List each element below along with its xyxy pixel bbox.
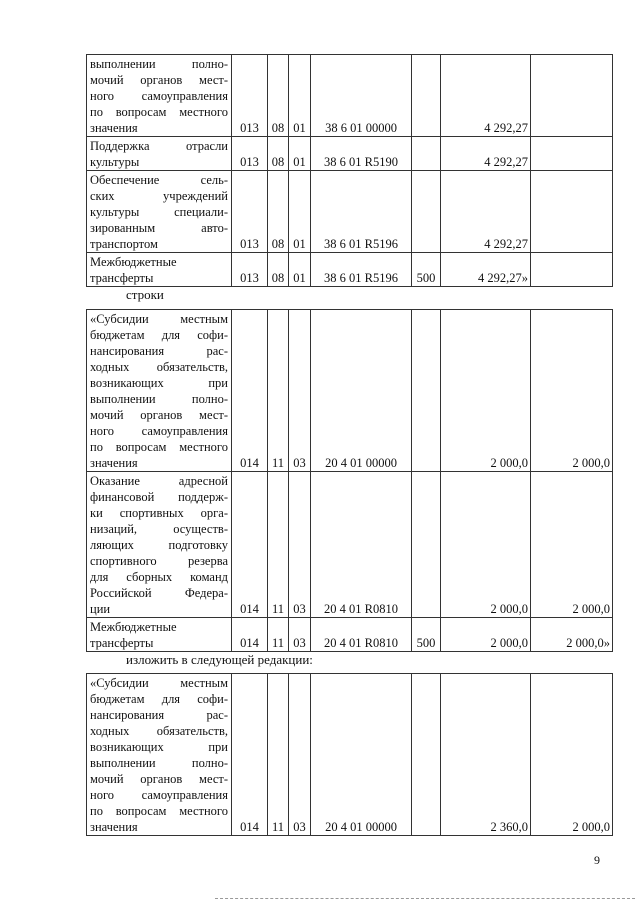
cell-ved: 014 [232, 310, 268, 472]
cell-rz: 08 [268, 55, 289, 137]
row-name-line: ских учреждений [90, 189, 228, 203]
row-name-line: ляющих подготовку [90, 538, 228, 552]
row-name-line: значения [90, 456, 138, 470]
row-name-cell [87, 618, 232, 652]
cell-ved: 014 [232, 472, 268, 618]
cell-vr [412, 171, 441, 253]
row-name-line: культуры [90, 155, 140, 169]
row-name-line: Обеспечение сель- [90, 173, 228, 187]
bottom-divider [215, 898, 635, 899]
row-name-line: Межбюджетные [90, 620, 177, 634]
row-name-line: по вопросам местного [90, 440, 228, 454]
cell-sum2: 2 000,0 [531, 472, 613, 618]
cell-rz: 08 [268, 171, 289, 253]
cell-sum1: 4 292,27 [441, 55, 531, 137]
row-name-line: финансовой поддерж- [90, 490, 228, 504]
row-name-line: для сборных команд [90, 570, 228, 584]
cell-sum2: 2 000,0 [531, 674, 613, 836]
row-name-line: зированным авто- [90, 221, 228, 235]
cell-ved: 014 [232, 674, 268, 836]
row-name-line: нансирования рас- [90, 344, 228, 358]
row-name-line: ки спортивных орга- [90, 506, 228, 520]
cell-csr: 38 6 01 R5196 [311, 253, 412, 287]
cell-rz: 11 [268, 310, 289, 472]
cell-vr: 500 [412, 618, 441, 652]
table-row [87, 618, 613, 652]
row-name-cell [87, 253, 232, 287]
cell-ved: 013 [232, 171, 268, 253]
row-name-line: возникающих при [90, 740, 228, 754]
budget-table-new-edition [86, 673, 613, 836]
cell-pr: 03 [289, 472, 311, 618]
row-name-line: значения [90, 121, 138, 135]
row-name-cell [87, 171, 232, 253]
label-stroki: строки [126, 287, 164, 302]
cell-csr: 38 6 01 00000 [311, 55, 412, 137]
cell-sum2: 2 000,0» [531, 618, 613, 652]
cell-vr [412, 472, 441, 618]
row-name-line: трансферты [90, 636, 154, 650]
cell-pr: 01 [289, 55, 311, 137]
row-name-line: мочий органов мест- [90, 408, 228, 422]
row-name-cell [87, 674, 232, 836]
cell-pr: 01 [289, 137, 311, 171]
cell-sum1: 4 292,27» [441, 253, 531, 287]
row-name-line: спортивного резерва [90, 554, 228, 568]
row-name-line: ходных обязательств, [90, 360, 228, 374]
cell-sum2 [531, 171, 613, 253]
cell-sum2: 2 000,0 [531, 310, 613, 472]
budget-table-previous-culture [86, 54, 613, 287]
cell-sum1: 2 360,0 [441, 674, 531, 836]
row-name-line: Межбюджетные [90, 255, 177, 269]
row-name-line: выполнении полно- [90, 57, 228, 71]
row-name-line: значения [90, 820, 138, 834]
cell-vr: 500 [412, 253, 441, 287]
cell-sum2 [531, 55, 613, 137]
cell-csr: 20 4 01 R0810 [311, 472, 412, 618]
row-name-cell [87, 310, 232, 472]
table-row [87, 55, 613, 137]
row-name-line: нансирования рас- [90, 708, 228, 722]
cell-sum1: 2 000,0 [441, 618, 531, 652]
row-name-line: транспортом [90, 237, 158, 251]
cell-rz: 11 [268, 472, 289, 618]
table-row [87, 472, 613, 618]
cell-rz: 11 [268, 618, 289, 652]
cell-pr: 01 [289, 171, 311, 253]
cell-vr [412, 310, 441, 472]
page-number: 9 [594, 853, 600, 867]
row-name-line: выполнении полно- [90, 392, 228, 406]
table-row [87, 253, 613, 287]
row-name-line: по вопросам местного [90, 105, 228, 119]
cell-vr [412, 137, 441, 171]
table-row [87, 171, 613, 253]
row-name-line: бюджетам для софи- [90, 692, 228, 706]
row-name-line: Поддержка отрасли [90, 139, 228, 153]
row-name-line: ного самоуправления [90, 424, 228, 438]
row-name-line: ного самоуправления [90, 788, 228, 802]
cell-sum1: 4 292,27 [441, 171, 531, 253]
cell-csr: 38 6 01 R5196 [311, 171, 412, 253]
row-name-line: «Субсидии местным [90, 312, 228, 326]
table-row [87, 310, 613, 472]
cell-csr: 38 6 01 R5190 [311, 137, 412, 171]
cell-vr [412, 674, 441, 836]
cell-rz: 08 [268, 253, 289, 287]
cell-rz: 08 [268, 137, 289, 171]
cell-sum1: 4 292,27 [441, 137, 531, 171]
table-row [87, 137, 613, 171]
row-name-line: «Субсидии местным [90, 676, 228, 690]
row-name-line: культуры специали- [90, 205, 228, 219]
cell-csr: 20 4 01 00000 [311, 310, 412, 472]
cell-sum2 [531, 137, 613, 171]
row-name-line: Оказание адресной [90, 474, 228, 488]
row-name-line: мочий органов мест- [90, 73, 228, 87]
row-name-line: ного самоуправления [90, 89, 228, 103]
row-name-cell [87, 472, 232, 618]
cell-rz: 11 [268, 674, 289, 836]
cell-vr [412, 55, 441, 137]
row-name-cell [87, 55, 232, 137]
row-name-line: низаций, осуществ- [90, 522, 228, 536]
row-name-line: выполнении полно- [90, 756, 228, 770]
row-name-line: бюджетам для софи- [90, 328, 228, 342]
row-name-line: ходных обязательств, [90, 724, 228, 738]
cell-ved: 013 [232, 137, 268, 171]
cell-ved: 013 [232, 55, 268, 137]
row-name-line: по вопросам местного [90, 804, 228, 818]
cell-sum2 [531, 253, 613, 287]
budget-table-previous-sport [86, 309, 613, 652]
row-name-line: трансферты [90, 271, 154, 285]
cell-csr: 20 4 01 R0810 [311, 618, 412, 652]
row-name-line: мочий органов мест- [90, 772, 228, 786]
cell-ved: 013 [232, 253, 268, 287]
cell-pr: 03 [289, 310, 311, 472]
cell-pr: 03 [289, 674, 311, 836]
row-name-cell [87, 137, 232, 171]
cell-pr: 01 [289, 253, 311, 287]
row-name-line: Российской Федера- [90, 586, 228, 600]
cell-sum1: 2 000,0 [441, 472, 531, 618]
cell-sum1: 2 000,0 [441, 310, 531, 472]
row-name-line: возникающих при [90, 376, 228, 390]
row-name-line: ции [90, 602, 111, 616]
cell-pr: 03 [289, 618, 311, 652]
cell-ved: 014 [232, 618, 268, 652]
table-row [87, 674, 613, 836]
label-new-edition: изложить в следующей редакции: [126, 652, 313, 667]
cell-csr: 20 4 01 00000 [311, 674, 412, 836]
